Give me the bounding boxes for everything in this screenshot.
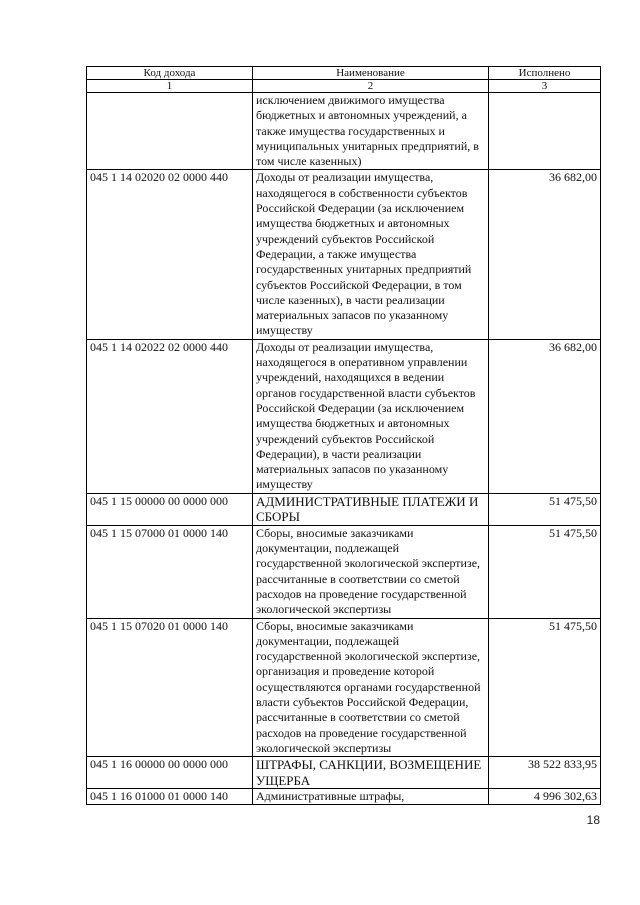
- column-number-1: 1: [87, 80, 253, 93]
- header-row: [87, 67, 601, 80]
- income-code: 045 1 15 07020 01 0000 140: [87, 618, 253, 757]
- income-code: 045 1 14 02020 02 0000 440: [87, 170, 253, 339]
- income-code: 045 1 15 00000 00 0000 000: [87, 493, 253, 525]
- income-value: 51 475,50: [489, 525, 601, 618]
- income-name: Сборы, вносимые заказчиками документации, подлежащей государственной экологической экспертизе, рассчитанные в соответствии со сметой расходов на проведение государственной экологической экспертизы: [253, 525, 489, 618]
- income-value: 51 475,50: [489, 618, 601, 757]
- table-row: [87, 93, 601, 170]
- income-code: 045 1 15 07000 01 0000 140: [87, 525, 253, 618]
- income-code: 045 1 14 02022 02 0000 440: [87, 339, 253, 493]
- income-value: 51 475,50: [489, 493, 601, 525]
- column-number-3: 3: [489, 80, 601, 93]
- income-name: Сборы, вносимые заказчиками документации, подлежащей государственной экологической экспертизе, организация и проведение которой осуществляются органами государственной власти субъектов Российской Федерации, рассчитанные в соответствии со сметой расходов на проведение государственной экологической экспертизы: [253, 618, 489, 757]
- table-row: [87, 493, 601, 525]
- income-value: 36 682,00: [489, 170, 601, 339]
- income-name: Доходы от реализации имущества, находящегося в собственности субъектов Российской Федерации (за исключением имущества бюджетных и автономных учреждений субъектов Российской Федерации, а также имущества государственных унитарных предприятий субъектов Российской Федерации, в том числе казенных), в части реализации материальных запасов по указанному имуществу: [253, 170, 489, 339]
- income-value: 4 996 302,63: [489, 789, 601, 805]
- income-code: [87, 93, 253, 170]
- income-name: исключением движимого имущества бюджетных и автономных учреждений, а также имущества государственных и муниципальных унитарных предприятий, в том числе казенных): [253, 93, 489, 170]
- income-name: АДМИНИСТРАТИВНЫЕ ПЛАТЕЖИ И СБОРЫ: [253, 493, 489, 525]
- table-row: [87, 789, 601, 805]
- revenue-table: [86, 66, 601, 805]
- income-name: ШТРАФЫ, САНКЦИИ, ВОЗМЕЩЕНИЕ УЩЕРБА: [253, 757, 489, 789]
- header-value: Исполнено: [489, 67, 601, 80]
- income-value: 38 522 833,95: [489, 757, 601, 789]
- page-number: 18: [586, 813, 600, 827]
- column-number-2: 2: [253, 80, 489, 93]
- header-name: Наименование: [253, 67, 489, 80]
- table-row: [87, 525, 601, 618]
- income-code: 045 1 16 00000 00 0000 000: [87, 757, 253, 789]
- table-row: [87, 339, 601, 493]
- income-name: Доходы от реализации имущества, находящегося в оперативном управлении учреждений, находящихся в ведении органов государственной власти субъектов Российской Федерации (за исключением имущества бюджетных и автономных учреждений субъектов Российской Федерации), в части реализации материальных запасов по указанному имуществу: [253, 339, 489, 493]
- income-value: 36 682,00: [489, 339, 601, 493]
- column-number-row: [87, 80, 601, 93]
- income-code: 045 1 16 01000 01 0000 140: [87, 789, 253, 805]
- table-row: [87, 170, 601, 339]
- income-value: [489, 93, 601, 170]
- table-row: [87, 618, 601, 757]
- income-name: Административные штрафы,: [253, 789, 489, 805]
- table-row: [87, 757, 601, 789]
- header-code: Код дохода: [87, 67, 253, 80]
